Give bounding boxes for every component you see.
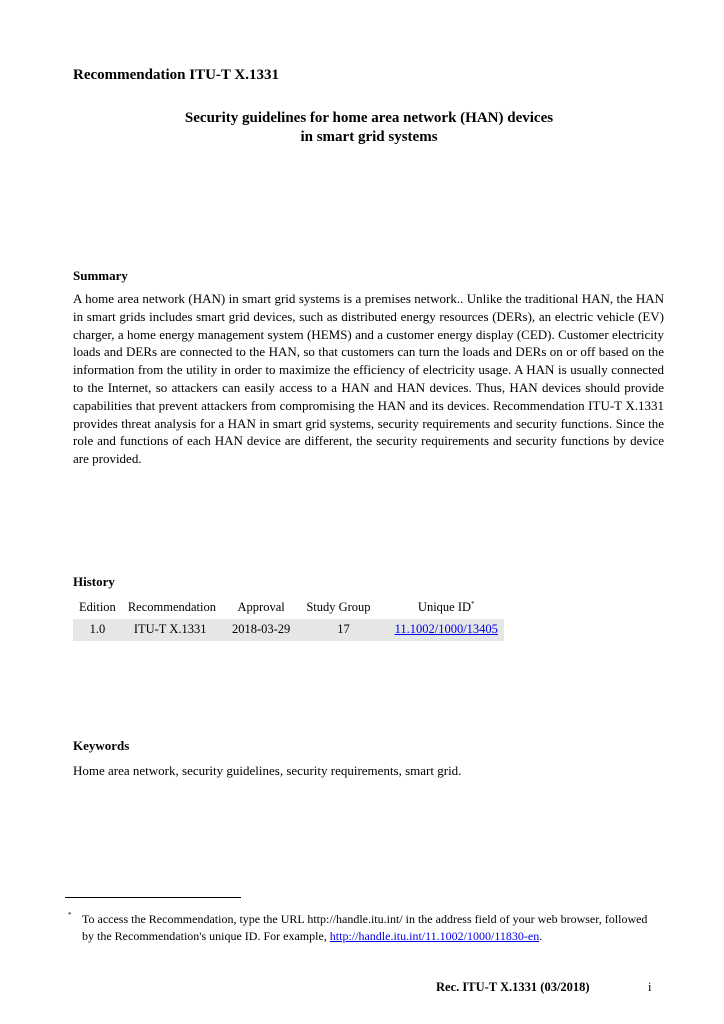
document-title-line-1: Security guidelines for home area network (HAN) devices bbox=[184, 110, 554, 126]
col-unique-id-label: Unique ID bbox=[417, 600, 472, 615]
row-unique-id bbox=[377, 619, 504, 641]
col-edition: Edition bbox=[79, 600, 116, 615]
row-approval: 2018-03-29 bbox=[222, 619, 300, 641]
footnote-mark: * bbox=[68, 911, 72, 919]
footnote-text bbox=[82, 911, 652, 945]
keywords-heading: Keywords bbox=[73, 738, 130, 753]
footnote-example-link[interactable]: http://handle.itu.int/11.1002/1000/11830-en bbox=[329, 929, 540, 943]
document-title bbox=[73, 109, 665, 147]
summary-text: A home area network (HAN) in smart grid systems is a premises network.. Unlike the traditional HAN, the HAN in smart grids includes smart grid devices, such as distributed energy resources (DERs), an electric vehicle (EV) charger, a home energy management system (HEMS) and a customer energy display (CED). Customer electricity loads and DERs are connected to the HAN, so that customers can turn the loads and DERs on or off based on the information from the utility in order to maximize the efficiency of electricity usage. A HAN is usually connected to the Internet, so attackers can easily access to a HAN and HAN devices. Thus, HAN devices should provide capabilities that prevent attackers from compromising the HAN and its devices. Recommendation ITU-T X.1331 provides threat analysis for a HAN in smart grid systems, security requirements and security functions. Since the role and functions of each HAN device are different, the security requirements and security functions by device are provided. bbox=[73, 291, 664, 467]
footer-page-number: i bbox=[648, 980, 652, 994]
document-title-line-2: in smart grid systems bbox=[300, 129, 438, 145]
history-header-row bbox=[73, 597, 504, 619]
row-study-group: 17 bbox=[300, 619, 376, 641]
footnote-divider bbox=[65, 897, 241, 898]
footnote-text-before: To access the Recommendation, type the URL http://handle.itu.int/ in the address field of your web browser, followed by the Recommendation's unique ID. For example, bbox=[82, 912, 648, 943]
summary-heading: Summary bbox=[73, 268, 128, 283]
recommendation-title: Recommendation ITU-T X.1331 bbox=[73, 67, 279, 83]
row-recommendation: ITU-T X.1331 bbox=[122, 619, 222, 641]
footnote-text-after: . bbox=[539, 929, 543, 943]
col-unique-id bbox=[377, 597, 504, 619]
footnote-reference-mark: * bbox=[471, 600, 475, 608]
unique-id-link[interactable]: 11.1002/1000/13405 bbox=[394, 622, 498, 637]
row-edition: 1.0 bbox=[73, 619, 122, 641]
col-study-group: Study Group bbox=[306, 600, 371, 615]
col-approval: Approval bbox=[237, 600, 285, 615]
keywords-text: Home area network, security guidelines, security requirements, smart grid. bbox=[73, 763, 462, 778]
table-row bbox=[73, 619, 504, 641]
history-heading: History bbox=[73, 574, 115, 589]
col-recommendation: Recommendation bbox=[127, 600, 216, 615]
history-table bbox=[73, 597, 504, 641]
footer-recommendation-code: Rec. ITU-T X.1331 (03/2018) bbox=[436, 980, 590, 994]
